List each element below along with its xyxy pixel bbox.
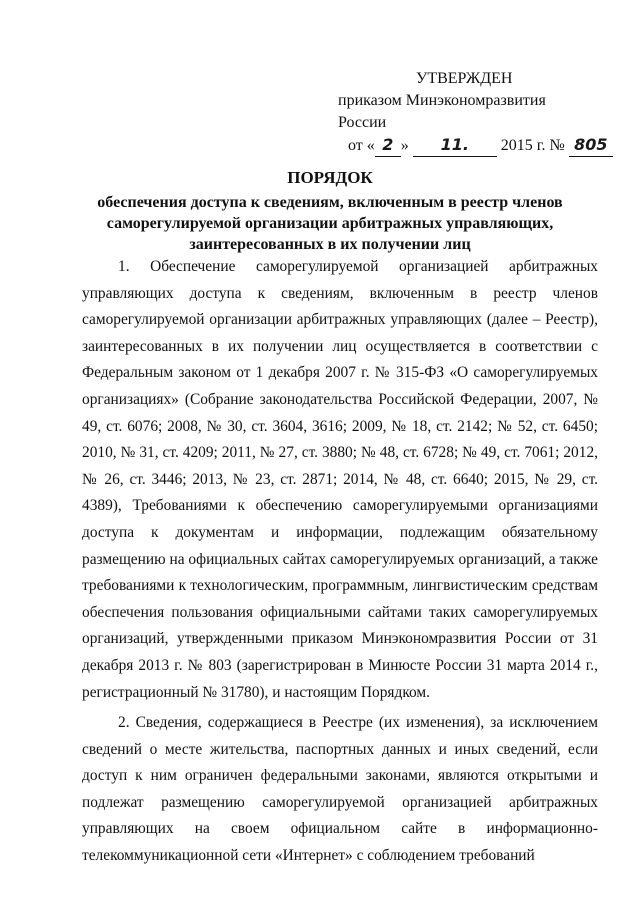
approval-heading: УТВЕРЖДЕН <box>416 70 513 87</box>
title-heading: ПОРЯДОК <box>287 168 373 187</box>
title-line-2: саморегулируемой организации арбитражных управляющих, <box>106 215 554 232</box>
date-prefix: от « <box>348 137 375 154</box>
paragraph-2: 2. Сведения, содержащиеся в Реестре (их изменения), за исключением сведений о месте жительства, паспортных данных и иных сведений, если доступ к ним ограничен федеральными законами, являются открытыми и подлежат размещению саморегулируемой организацией арбитражных управляющих на своем официальном сайте в информационно-телекоммуникационной сети «Интернет» с соблюдением требований <box>82 714 598 865</box>
title-line-3: заинтересованных в их получении лиц <box>189 236 471 253</box>
approval-stamp <box>338 68 608 157</box>
title-line-1: обеспечения доступа к сведениям, включенным в реестр членов <box>97 194 563 211</box>
paragraph-1: 1. Обеспечение саморегулируемой организацией арбитражных управляющих доступа к сведениям, включенным в реестр членов саморегулируемой организации арбитражных управляющих (далее – Реестр), заинтересованных в их получении лиц осуществляется в соответствии с Федеральным законом от 1 декабря 2007 г. № 315-ФЗ «О саморегулируемых организациях» (Собрание законодательства Российской Федерации, 2007, № 49, ст. 6076; 2008, № 30, ст. 3604, 3616; 2009, № 18, ст. 2142; № 52, ст. 6450; 2010, № 31, ст. 4209; 2011, № 27, ст. 3880; № 48, ст. 6728; № 49, ст. 7061; 2012, № 26, ст. 3446; 2013, № 23, ст. 2871; 2014, № 48, ст. 6640; 2015, № 29, ст. 4389), Требованиями к обеспечению саморегулируемыми организациями доступа к документам и информации, подлежащим обязательному размещению на официальных сайтах саморегулируемых организаций, а также требованиями к технологическим, программным, лингвистическим средствам обеспечения пользования официальными сайтами таких саморегулируемых организаций, утвержденными приказом Минэкономразвития России от 31 декабря 2013 г. № 803 (зарегистрирован в Минюсте России 31 марта 2014 г., регистрационный № 31780), и настоящим Порядком. <box>82 258 598 701</box>
approval-order-line: приказом Минэкономразвития России <box>338 92 546 131</box>
document-body <box>82 254 598 874</box>
document-title <box>60 167 600 255</box>
handwritten-order-number: 805 <box>569 134 613 157</box>
handwritten-day: 2 <box>375 134 401 157</box>
date-mid: » <box>400 137 409 154</box>
handwritten-month: 11. <box>413 134 497 157</box>
approval-date-line <box>338 134 608 157</box>
date-year: 2015 г. № <box>500 137 565 154</box>
